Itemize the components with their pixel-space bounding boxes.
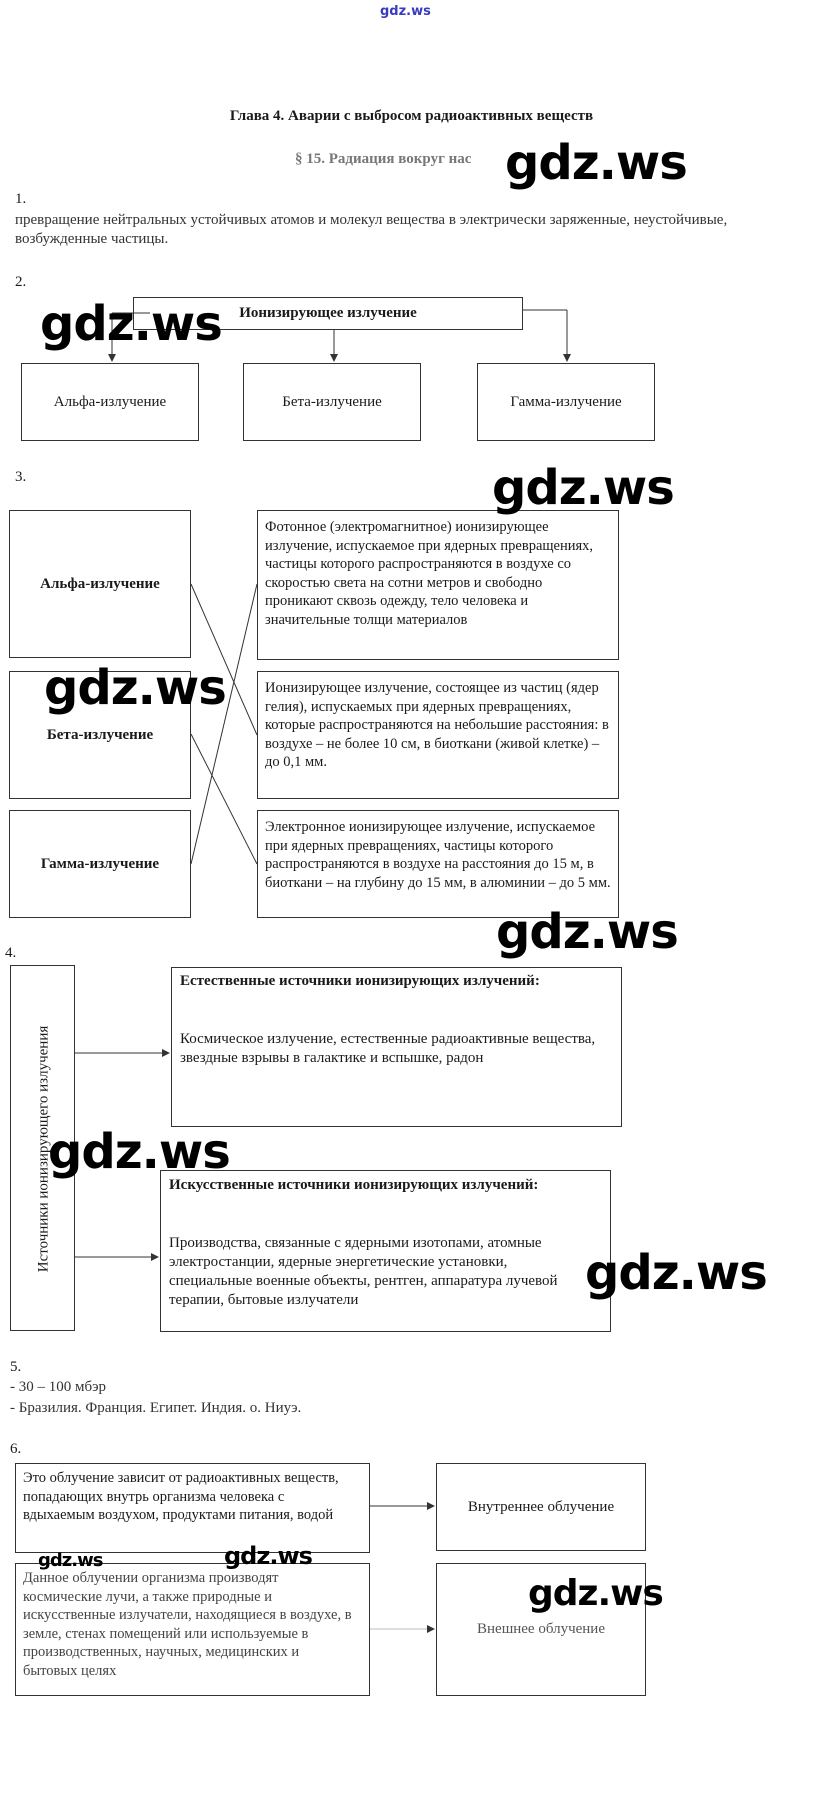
match-left-alpha <box>9 510 191 658</box>
task5-number: 5. <box>10 1359 22 1375</box>
watermark-logo: gdz.ws <box>505 135 687 191</box>
match-right-photon-text: Фотонное (электромагнитное) ионизирующее излучение, испускаемое при ядерных превращениях, частицы которого распространяются в воздухе со скоростью света на сотни метров и свободно проникают сквозь одежду, тело человека и значительные толщи материалов <box>265 519 594 628</box>
alpha-box <box>21 363 199 441</box>
matching-lines <box>191 584 257 864</box>
natural-sources-box <box>171 967 622 1127</box>
beta-box <box>243 363 421 441</box>
task6-number: 6. <box>10 1441 22 1457</box>
top-watermark: gdz.ws <box>380 4 431 19</box>
task3-number: 3. <box>15 469 27 485</box>
artificial-sources-title: Искусственные источники ионизирующих излучений: <box>169 1177 539 1193</box>
watermark-logo: gdz.ws <box>48 1124 230 1180</box>
watermark-logo: gdz.ws <box>585 1245 767 1301</box>
task1-number: 1. <box>15 191 27 207</box>
internal-description-text: Это облучение зависит от радиоактивных веществ, попадающих внутрь организма человека с вдыхаемым воздухом, продуктами питания, водой <box>23 1470 339 1523</box>
task4-number: 4. <box>5 945 17 961</box>
sources-vertical-label: Источники ионизирующего излучения <box>35 1025 52 1273</box>
gamma-label: Гамма-излучение <box>510 393 622 410</box>
external-description-box <box>15 1563 370 1696</box>
task1-text: превращение нейтральных устойчивых атомов и молекул вещества в электрически заряженные, неустойчивые, возбужденные частицы. <box>15 212 728 247</box>
external-exposure-label: Внешнее облучение <box>477 1621 605 1637</box>
match-right-electron <box>257 810 619 918</box>
match-right-helium <box>257 671 619 799</box>
match-right-photon <box>257 510 619 660</box>
internal-exposure-label: Внутреннее облучение <box>467 1498 615 1515</box>
match-left-beta-label: Бета-излучение <box>46 726 154 743</box>
internal-description-box <box>15 1463 370 1553</box>
natural-sources-text: Космическое излучение, естественные радиоактивные вещества, звездные взрывы в галактике и вспышке, радон <box>180 1031 596 1066</box>
watermark-logo: gdz.ws <box>528 1573 663 1614</box>
artificial-sources-box <box>160 1170 611 1332</box>
match-left-gamma <box>9 810 191 918</box>
internal-exposure-box <box>436 1463 646 1551</box>
watermark-logo: gdz.ws <box>496 904 678 960</box>
alpha-label: Альфа-излучение <box>53 393 167 410</box>
watermark-logo: gdz.ws <box>224 1542 312 1570</box>
ionizing-root-label: Ионизирующее излучение <box>239 305 417 321</box>
chapter-title: Глава 4. Аварии с выбросом радиоактивных веществ <box>229 108 594 124</box>
task2-number: 2. <box>15 274 27 290</box>
match-right-electron-text: Электронное ионизирующее излучение, испускаемое при ядерных превращениях, частицы которого распространяются в воздухе на расстояния до 15 м, в биоткани – на глубину до 15 мм, в алюминии – до 5 мм. <box>265 819 611 891</box>
match-right-helium-text: Ионизирующее излучение, состоящее из частиц (ядер гелия), испускаемых при ядерных превращениях, которые распространяются на небольшие расстояния: в воздухе – не более 10 см, в биоткани (живой клетке) – до 0,1 мм. <box>265 680 609 770</box>
match-left-gamma-label: Гамма-излучение <box>40 855 160 872</box>
watermark-logo: gdz.ws <box>44 660 226 716</box>
artificial-sources-text: Производства, связанные с ядерными изотопами, атомные электростанции, ядерные энергетические установки, специальные военные объекты, рентген, аппаратура лучевой терапии, бытовые излучатели <box>169 1235 558 1308</box>
task5-line1: - 30 – 100 мбэр <box>10 1379 107 1395</box>
natural-sources-title: Естественные источники ионизирующих излучений: <box>180 973 540 989</box>
task5-line2: - Бразилия. Франция. Египет. Индия. о. Ниуэ. <box>10 1400 302 1416</box>
match-line-beta-electron <box>191 734 257 864</box>
section-title: § 15. Радиация вокруг нас <box>295 151 472 167</box>
external-description-text: Данное облучении организма производят космические лучи, а также природные и искусственные излучатели, находящиеся в воздухе, в земле, стенах помещений или используемые в производственных, научных, медицинских и бытовых целях <box>23 1570 352 1679</box>
watermark-logo: gdz.ws <box>38 1550 103 1571</box>
watermark-logo: gdz.ws <box>492 460 674 516</box>
match-line-gamma-photon <box>191 584 257 864</box>
watermark-logo: gdz.ws <box>40 296 222 352</box>
match-left-alpha-label: Альфа-излучение <box>40 575 160 592</box>
exposure-arrows <box>370 1506 434 1629</box>
gamma-box <box>477 363 655 441</box>
beta-label: Бета-излучение <box>282 393 382 410</box>
